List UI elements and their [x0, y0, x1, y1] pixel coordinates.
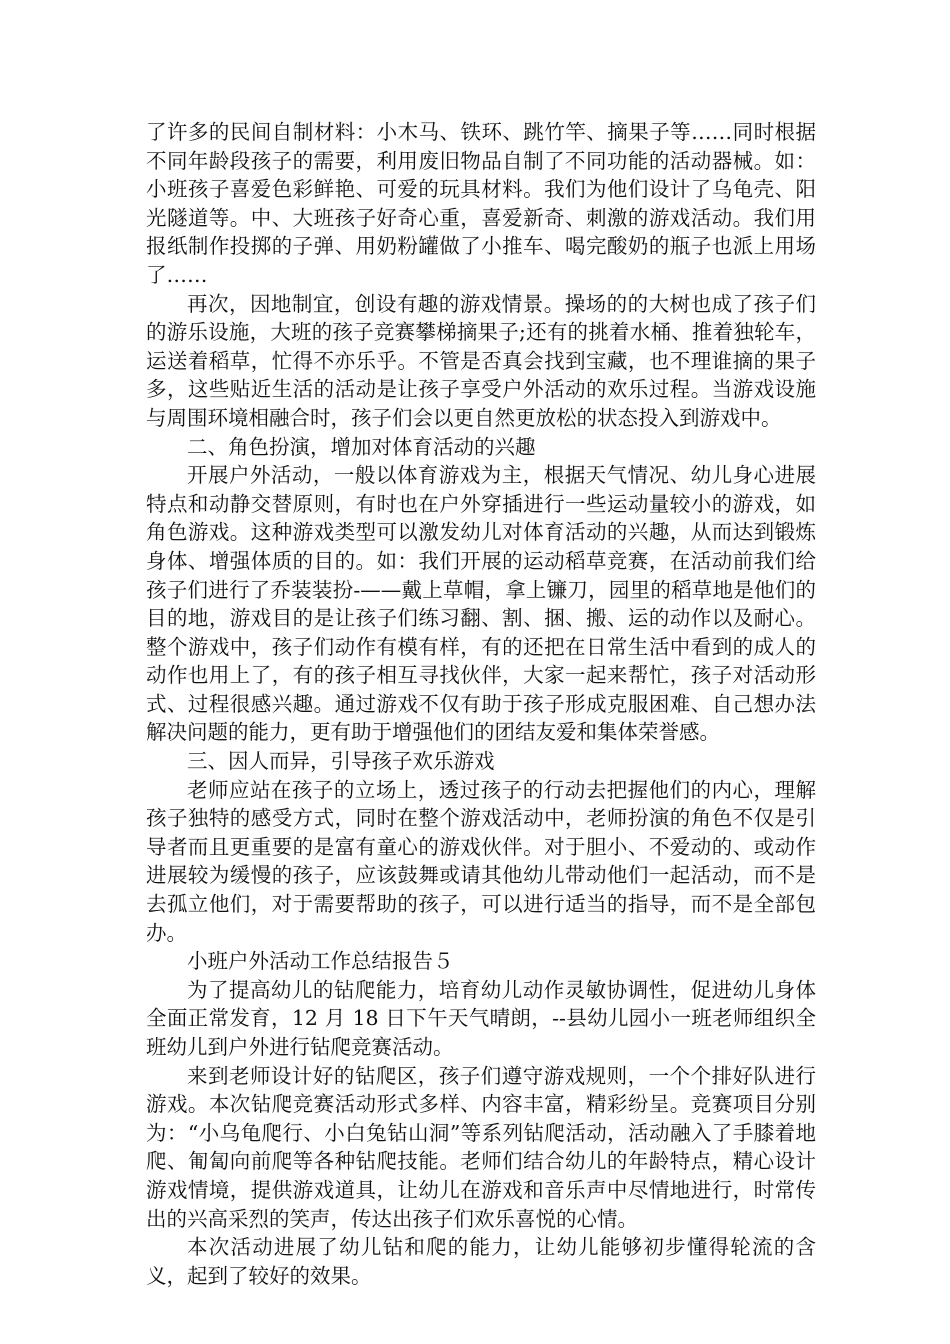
- paragraph-activity-intro: 为了提高幼儿的钻爬能力，培育幼儿动作灵敏协调性，促进幼儿身体全面正常发育，12 月 18 日下午天气晴朗，--县幼儿园小一班老师组织全班幼儿到户外进行钻爬竞赛活动。: [146, 977, 816, 1059]
- section-heading-role-play: 二、角色扮演，增加对体育活动的兴趣: [187, 434, 536, 459]
- paragraph-role-play: 开展户外活动，一般以体育游戏为主，根据天气情况、幼儿身心进展特点和动静交替原则，有时也在户外穿插进行一些运动量较小的游戏，如角色游戏。这种游戏类型可以激发幼儿对体育活动的兴趣，从而达到锻炼身体、增强体质的目的。如：我们开展的运动稻草竞赛，在活动前我们给孩子们进行了乔装装扮-——戴上草帽，拿上镰刀，园里的稻草地是他们的目的地，游戏目的是让孩子们练习翻、割、捆、搬、运的动作以及耐心。整个游戏中，孩子们动作有模有样，有的还把在日常生活中看到的成人的动作也用上了，有的孩子相互寻找伙伴，大家一起来帮忙，孩子对活动形式、过程很感兴趣。通过游戏不仅有助于孩子形成克服困难、自己想办法解决问题的能力，更有助于增强他们的团结友爱和集体荣誉感。: [146, 463, 816, 745]
- paragraph-game-scenes: 再次，因地制宜，创设有趣的游戏情景。操场的的大树也成了孩子们的游乐设施，大班的孩子竞赛攀梯摘果子;还有的挑着水桶、推着独轮车，运送着稻草，忙得不亦乐乎。不管是否真会找到宝藏，也不理谁摘的果子多，这些贴近生活的活动是让孩子享受户外活动的欢乐过程。当游戏设施与周围环境相融合时，孩子们会以更自然更放松的状态投入到游戏中。: [146, 291, 816, 430]
- section-heading-individual: 三、因人而异，引导孩子欢乐游戏: [187, 749, 495, 774]
- document-body: [146, 118, 816, 1290]
- report-title: 小班户外活动工作总结报告５: [187, 949, 454, 974]
- paragraph-conclusion: 本次活动进展了幼儿钻和爬的能力，让幼儿能够初步懂得轮流的含义，起到了较好的效果。: [146, 1235, 816, 1288]
- paragraph-activity-details: 来到老师设计好的钻爬区，孩子们遵守游戏规则，一个个排好队进行游戏。本次钻爬竞赛活动形式多样、内容丰富，精彩纷呈。竞赛项目分别为：“小乌龟爬行、小白兔钻山洞”等系列钻爬活动，活动融入了手膝着地爬、匍匐向前爬等各种钻爬技能。老师们结合幼儿的年龄特点，精心设计游戏情境，提供游戏道具，让幼儿在游戏和音乐声中尽情地进行，时常传出的兴高采烈的笑声，传达出孩子们欢乐喜悦的心情。: [146, 1063, 816, 1231]
- paragraph-teacher-role: 老师应站在孩子的立场上，透过孩子的行动去把握他们的内心，理解孩子独特的感受方式，同时在整个游戏活动中，老师扮演的角色不仅是引导者而且更重要的是富有童心的游戏伙伴。对于胆小、不爱动的、或动作进展较为缓慢的孩子，应该鼓舞或请其他幼儿带动他们一起活动，而不是去孤立他们，对于需要帮助的孩子，可以进行适当的指导，而不是全部包办。: [146, 777, 816, 945]
- paragraph-materials: 了许多的民间自制材料：小木马、铁环、跳竹竿、摘果子等……同时根据不同年龄段孩子的需要，利用废旧物品自制了不同功能的活动器械。如：小班孩子喜爱色彩鲜艳、可爱的玩具材料。我们为他们设计了乌龟壳、阳光隧道等。中、大班孩子好奇心重，喜爱新奇、刺激的游戏活动。我们用报纸制作投掷的子弹、用奶粉罐做了小推车、喝完酸奶的瓶子也派上用场了……: [146, 120, 816, 287]
